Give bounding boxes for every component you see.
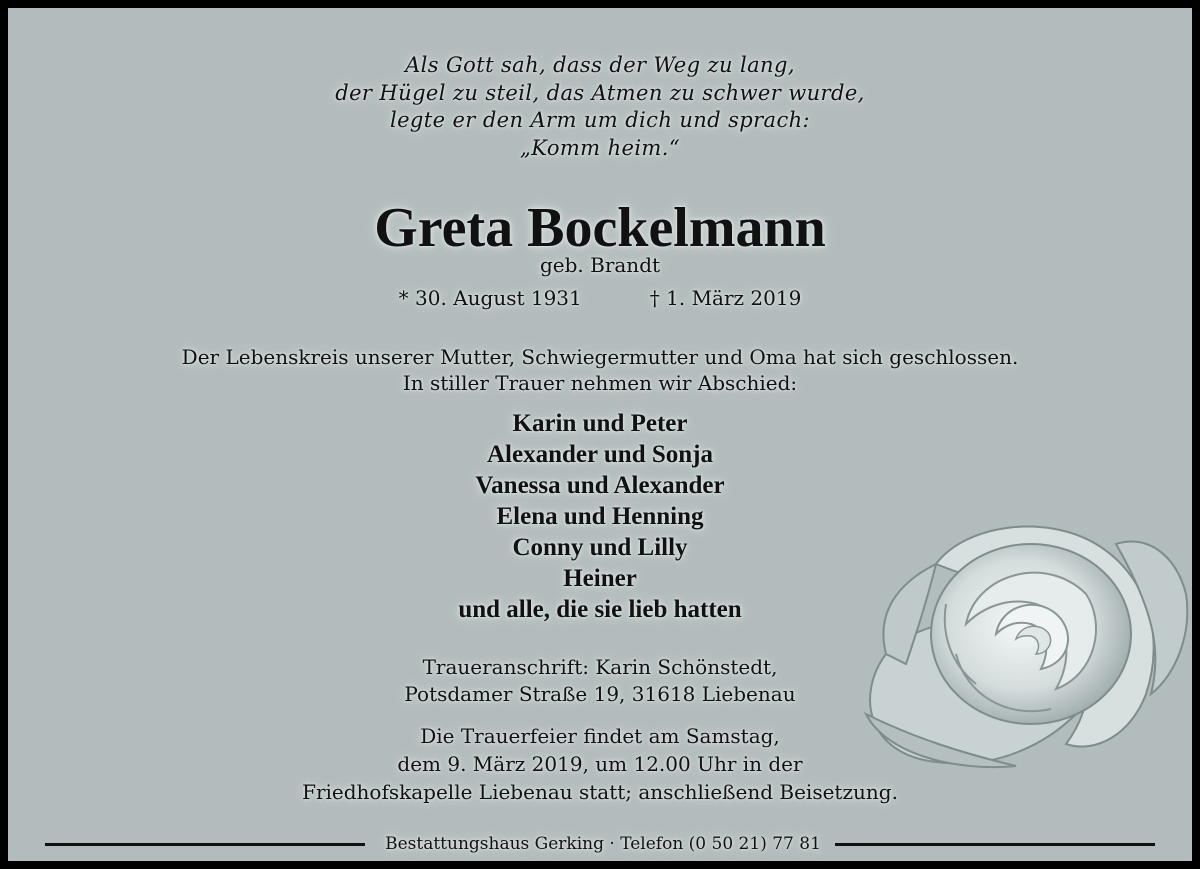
mourner: Vanessa und Alexander	[475, 472, 725, 499]
footer-rule-left	[45, 843, 365, 846]
footer-rule-right	[835, 843, 1155, 846]
poem-line: legte er den Arm um dich und sprach:	[389, 108, 811, 132]
intro-line: Der Lebenskreis unserer Mutter, Schwiegermutter und Oma hat sich geschlossen.	[181, 345, 1019, 369]
obituary-card	[8, 8, 1192, 861]
intro-text	[8, 344, 1192, 396]
birth-date: * 30. August 1931	[398, 286, 582, 310]
mourner: Heiner	[563, 565, 637, 592]
deceased-name: Greta Bockelmann	[374, 197, 826, 259]
poem-line: „Komm heim.“	[520, 135, 680, 160]
life-dates	[8, 285, 1192, 311]
mourner: Karin und Peter	[512, 410, 688, 437]
funeral-home-contact: Bestattungshaus Gerking · Telefon (0 50 21) 77 81	[385, 834, 821, 854]
intro-line: In stiller Trauer nehmen wir Abschied:	[402, 371, 798, 395]
death-date: † 1. März 2019	[649, 286, 802, 310]
rose-illustration	[846, 504, 1192, 776]
footer	[8, 834, 1192, 854]
ceremony-line: Die Trauerfeier findet am Samstag,	[420, 724, 780, 748]
address-line: Traueranschrift: Karin Schönstedt,	[422, 655, 778, 679]
address-line: Potsdamer Straße 19, 31618 Liebenau	[404, 682, 796, 706]
maiden-name: geb. Brandt	[539, 253, 661, 277]
poem-line: der Hügel zu steil, das Atmen zu schwer wurde,	[335, 80, 865, 105]
mourner: Elena und Henning	[496, 503, 704, 530]
ceremony-line: dem 9. März 2019, um 12.00 Uhr in der	[397, 752, 803, 776]
ceremony-line: Friedhofskapelle Liebenau statt; anschließend Beisetzung.	[302, 780, 898, 804]
mourner: Alexander und Sonja	[487, 441, 713, 468]
poem	[8, 52, 1192, 162]
poem-line: Als Gott sah, dass der Weg zu lang,	[405, 53, 795, 77]
mourner: und alle, die sie lieb hatten	[458, 596, 742, 623]
mourner: Conny und Lilly	[512, 534, 688, 561]
